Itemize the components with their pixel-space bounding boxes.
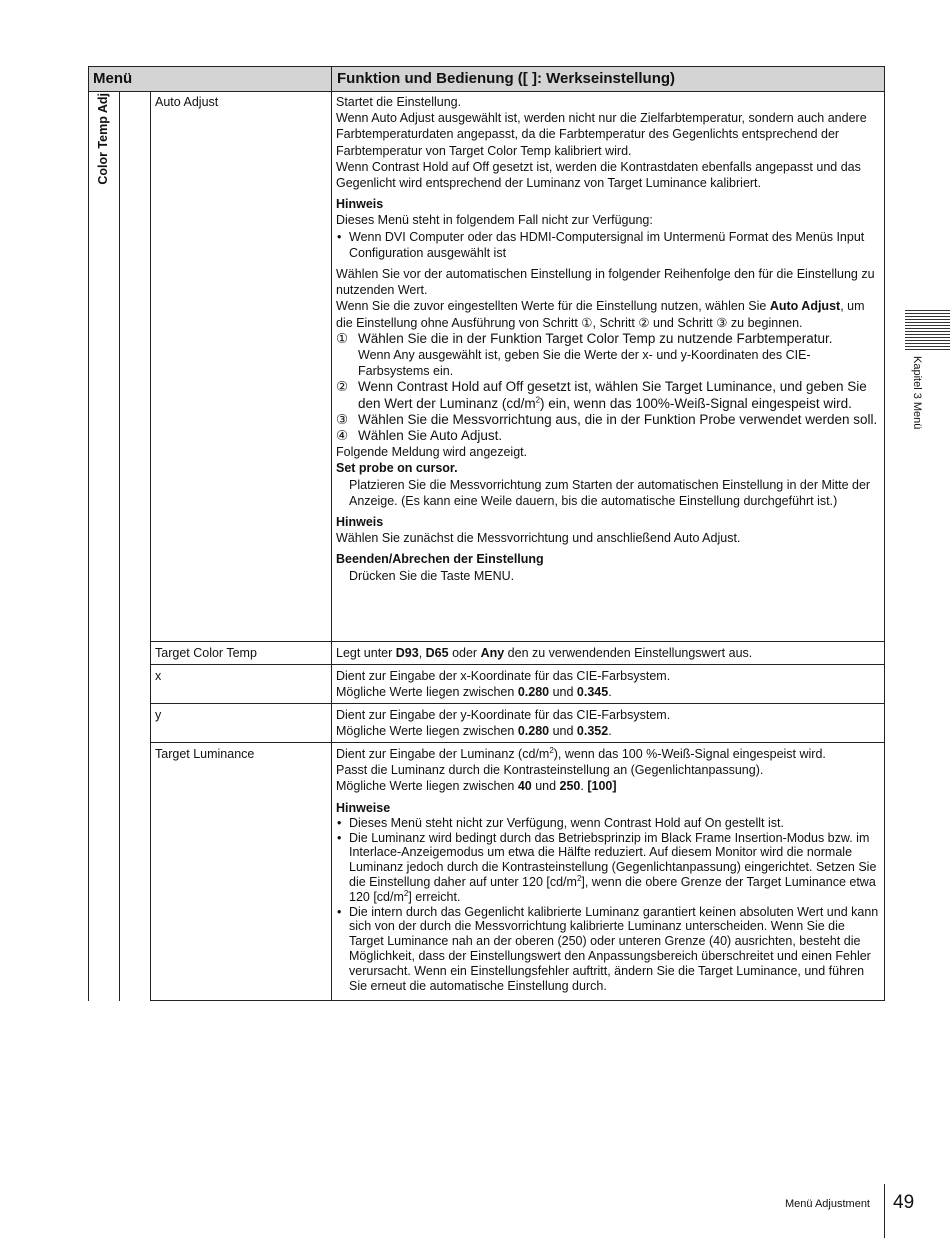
- list-item: • Dieses Menü steht nicht zur Verfügung, wenn Contrast Hold auf On gestellt ist.: [336, 816, 881, 831]
- message-text: Set probe on cursor.: [336, 461, 458, 476]
- row-divider: [150, 742, 885, 743]
- row-desc-x: Dient zur Eingabe der x-Koordinate für das CIE-Farbsystem. Mögliche Werte liegen zwischen 0.280 und 0.345.: [336, 669, 671, 700]
- note-title: Hinweis: [336, 515, 384, 530]
- row-divider: [150, 1000, 885, 1001]
- header-function: Funktion und Bedienung ([ ]: Werkseinstellung): [337, 70, 676, 87]
- list-item: • Die intern durch das Gegenlicht kalibrierte Luminanz garantiert keinen absoluten Wert und kann sich von der durch die Messvorrichtung kalibrierte Luminanz unterscheiden. Wenn Sie die Target Luminance nah an der oberen (250) oder unteren Grenze (40) ausrichten, besteht die Möglichkeit, dass der Einstellungswert den Anpassungsbereich überschreitet und einen Fehler verursacht. Wenn ein Einstellungsfehler auftritt, ändern Sie die Target Luminance, und führen Sie erneut die automatische Einstellung durch.: [336, 905, 881, 994]
- row-desc-y: Dient zur Eingabe der y-Koordinate für das CIE-Farbsystem. Mögliche Werte liegen zwischen 0.280 und 0.352.: [336, 708, 671, 739]
- chapter-tab-stripes: [905, 310, 950, 352]
- border-name-left: [150, 91, 151, 1001]
- footer-divider: [884, 1184, 885, 1238]
- row-divider: [150, 664, 885, 665]
- row-desc-target-luminance: Dient zur Eingabe der Luminanz $(cd/m^2)$, wenn das 100 %-Weiß-Signal eingespeist wird. Passt die Luminanz durch die Kontrasteinstellung an (Gegenlichtanpassung). Mögliche Werte liegen zwischen 40 und 250. [100] Hinweise • Dieses Menü steht nicht zur Verfügung, wenn Contrast Hold auf On gestellt ist. • Die Luminanz wird bedingt durch das Betriebsprinzip im Black Frame Insertion-Modus bzw. im Interlace-Anzeigemodus um etwa die Hälfte reduziert. Auf diesem Monitor wird die normale Luminanz jedoch durch die Kontrasteinstellung (Gegenlichtanpassung) eingerichtet. Setzen Sie die Einstellung daher auf unter 120 $[cd/m^2]$, wenn die obere Grenze der Target Luminance etwa 120 $[cd/m^2]$ erreicht. • Die intern durch das Gegenlicht kalibrierte Luminanz garantiert keinen absoluten Wert und kann sich von der durch die Messvorrichtung kalibrierte Luminanz unterscheiden. Wenn Sie die Target Luminance nah an der oberen (250) oder unteren Grenze (40) ausrichten, besteht die Möglichkeit, dass der Einstellungswert den Anpassungsbereich überschreitet und einen Fehler verursacht. Wenn ein Einstellungsfehler auftritt, ändern Sie die Target Luminance, und führen Sie erneut die automatische Einstellung durch.: [336, 746, 881, 993]
- border-left: [88, 91, 89, 1001]
- row-name-target-luminance: Target Luminance: [155, 747, 255, 761]
- end-title: Beenden/Abrechen der Einstellung: [336, 552, 544, 567]
- chapter-label: Kapitel 3 Menü: [911, 356, 923, 430]
- row-divider: [150, 703, 885, 704]
- row-name-target-color-temp: Target Color Temp: [155, 646, 257, 660]
- step-2: ② Wenn Contrast Hold auf Off gesetzt ist, wählen Sie Target Luminance, und geben Sie den Wert der Luminanz $(cd/m^2)$ ein, wenn das 100%-Weiß-Signal eingespeist wird.: [336, 379, 867, 411]
- border-group: [119, 91, 120, 1001]
- header-menu: Menü: [93, 70, 133, 87]
- footer-section-label: Menü Adjustment: [785, 1198, 870, 1210]
- note-title: Hinweise: [336, 800, 391, 815]
- step-4: ④ Wählen Sie Auto Adjust.: [336, 428, 503, 444]
- group-label: Color Temp Adj: [96, 93, 110, 185]
- table-header: [88, 66, 885, 92]
- row-divider: [150, 641, 885, 642]
- border-desc-left: [331, 91, 332, 1001]
- row-desc-target-color-temp: Legt unter D93, D65 oder Any den zu verwendenden Einstellungswert aus.: [336, 646, 753, 660]
- header-divider: [331, 67, 332, 91]
- list-item: • Wenn DVI Computer oder das HDMI-Computersignal im Untermenü Format des Menüs Input Configuration ausgewählt ist: [336, 229, 881, 261]
- step-3: ③ Wählen Sie die Messvorrichtung aus, die in der Funktion Probe verwendet werden soll.: [336, 411, 878, 427]
- row-name-x: x: [155, 669, 162, 683]
- row-desc-auto-adjust: Startet die Einstellung. Wenn Auto Adjust ausgewählt ist, werden nicht nur die Zielfarbtemperatur, sondern auch andere Farbtemperaturdaten angepasst, da die Farbtemperatur des Gegenlichts entsprechend der Farbtemperatur von Target Color Temp kalibriert wird. Wenn Contrast Hold auf Off gesetzt ist, werden die Kontrastdaten ebenfalls angepasst und das Gegenlicht wird entsprechend der Luminanz von Target Luminance kalibriert. Hinweis Dieses Menü steht in folgendem Fall nicht zur Verfügung: • Wenn DVI Computer oder das HDMI-Computersignal im Untermenü Format des Menüs Input Configuration ausgewählt ist Wählen Sie vor der automatischen Einstellung in folgender Reihenfolge den für die Einstellung zu nutzenden Wert. Wenn Sie die zuvor eingestellten Werte für die Einstellung nutzen, wählen Sie Auto Adjust, um die Einstellung ohne Ausführung von Schritt ①, Schritt ② und Schritt ③ zu beginnen. ① Wählen Sie die in der Funktion Target Color Temp zu nutzende Farbtemperatur. Wenn Any ausgewählt ist, geben Sie die Werte der x- und y-Koordinaten des CIE-Farbsystems ein. ② Wenn Contrast Hold auf Off gesetzt ist, wählen Sie Target Luminance, und geben Sie den Wert der Luminanz $(cd/m^2)$ ein, wenn das 100%-Weiß-Signal eingespeist wird. ③ Wählen Sie die Messvorrichtung aus, die in der Funktion Probe verwendet werden soll. ④ Wählen Sie Auto Adjust. Folgende Meldung wird angezeigt. Set probe on cursor. Platzieren Sie die Messvorrichtung zum Starten der automatischen Einstellung in der Mitte der Anzeige. (Es kann eine Weile dauern, bis die automatische Einstellung durchgeführt ist.) Hinweis Wählen Sie zunächst die Messvorrichtung und anschließend Auto Adjust. Beenden/Abrechen der Einstellung Drücken Sie die Taste MENU.: [336, 94, 881, 584]
- step-1: ① Wählen Sie die in der Funktion Target Color Temp zu nutzende Farbtemperatur.: [336, 330, 833, 346]
- page-number: 49: [893, 1192, 915, 1213]
- border-right: [884, 91, 885, 1001]
- row-name-auto-adjust: Auto Adjust: [155, 95, 219, 109]
- note-title: Hinweis: [336, 197, 384, 212]
- row-name-y: y: [155, 708, 162, 722]
- list-item: • Die Luminanz wird bedingt durch das Betriebsprinzip im Black Frame Insertion-Modus bzw. im Interlace-Anzeigemodus um etwa die Hälfte reduziert. Auf diesem Monitor wird die normale Luminanz jedoch durch die Kontrasteinstellung (Gegenlichtanpassung) eingerichtet. Setzen Sie die Einstellung daher auf unter 120 $[cd/m^2]$, wenn die obere Grenze der Target Luminance etwa 120 $[cd/m^2]$ erreicht.: [336, 831, 881, 905]
